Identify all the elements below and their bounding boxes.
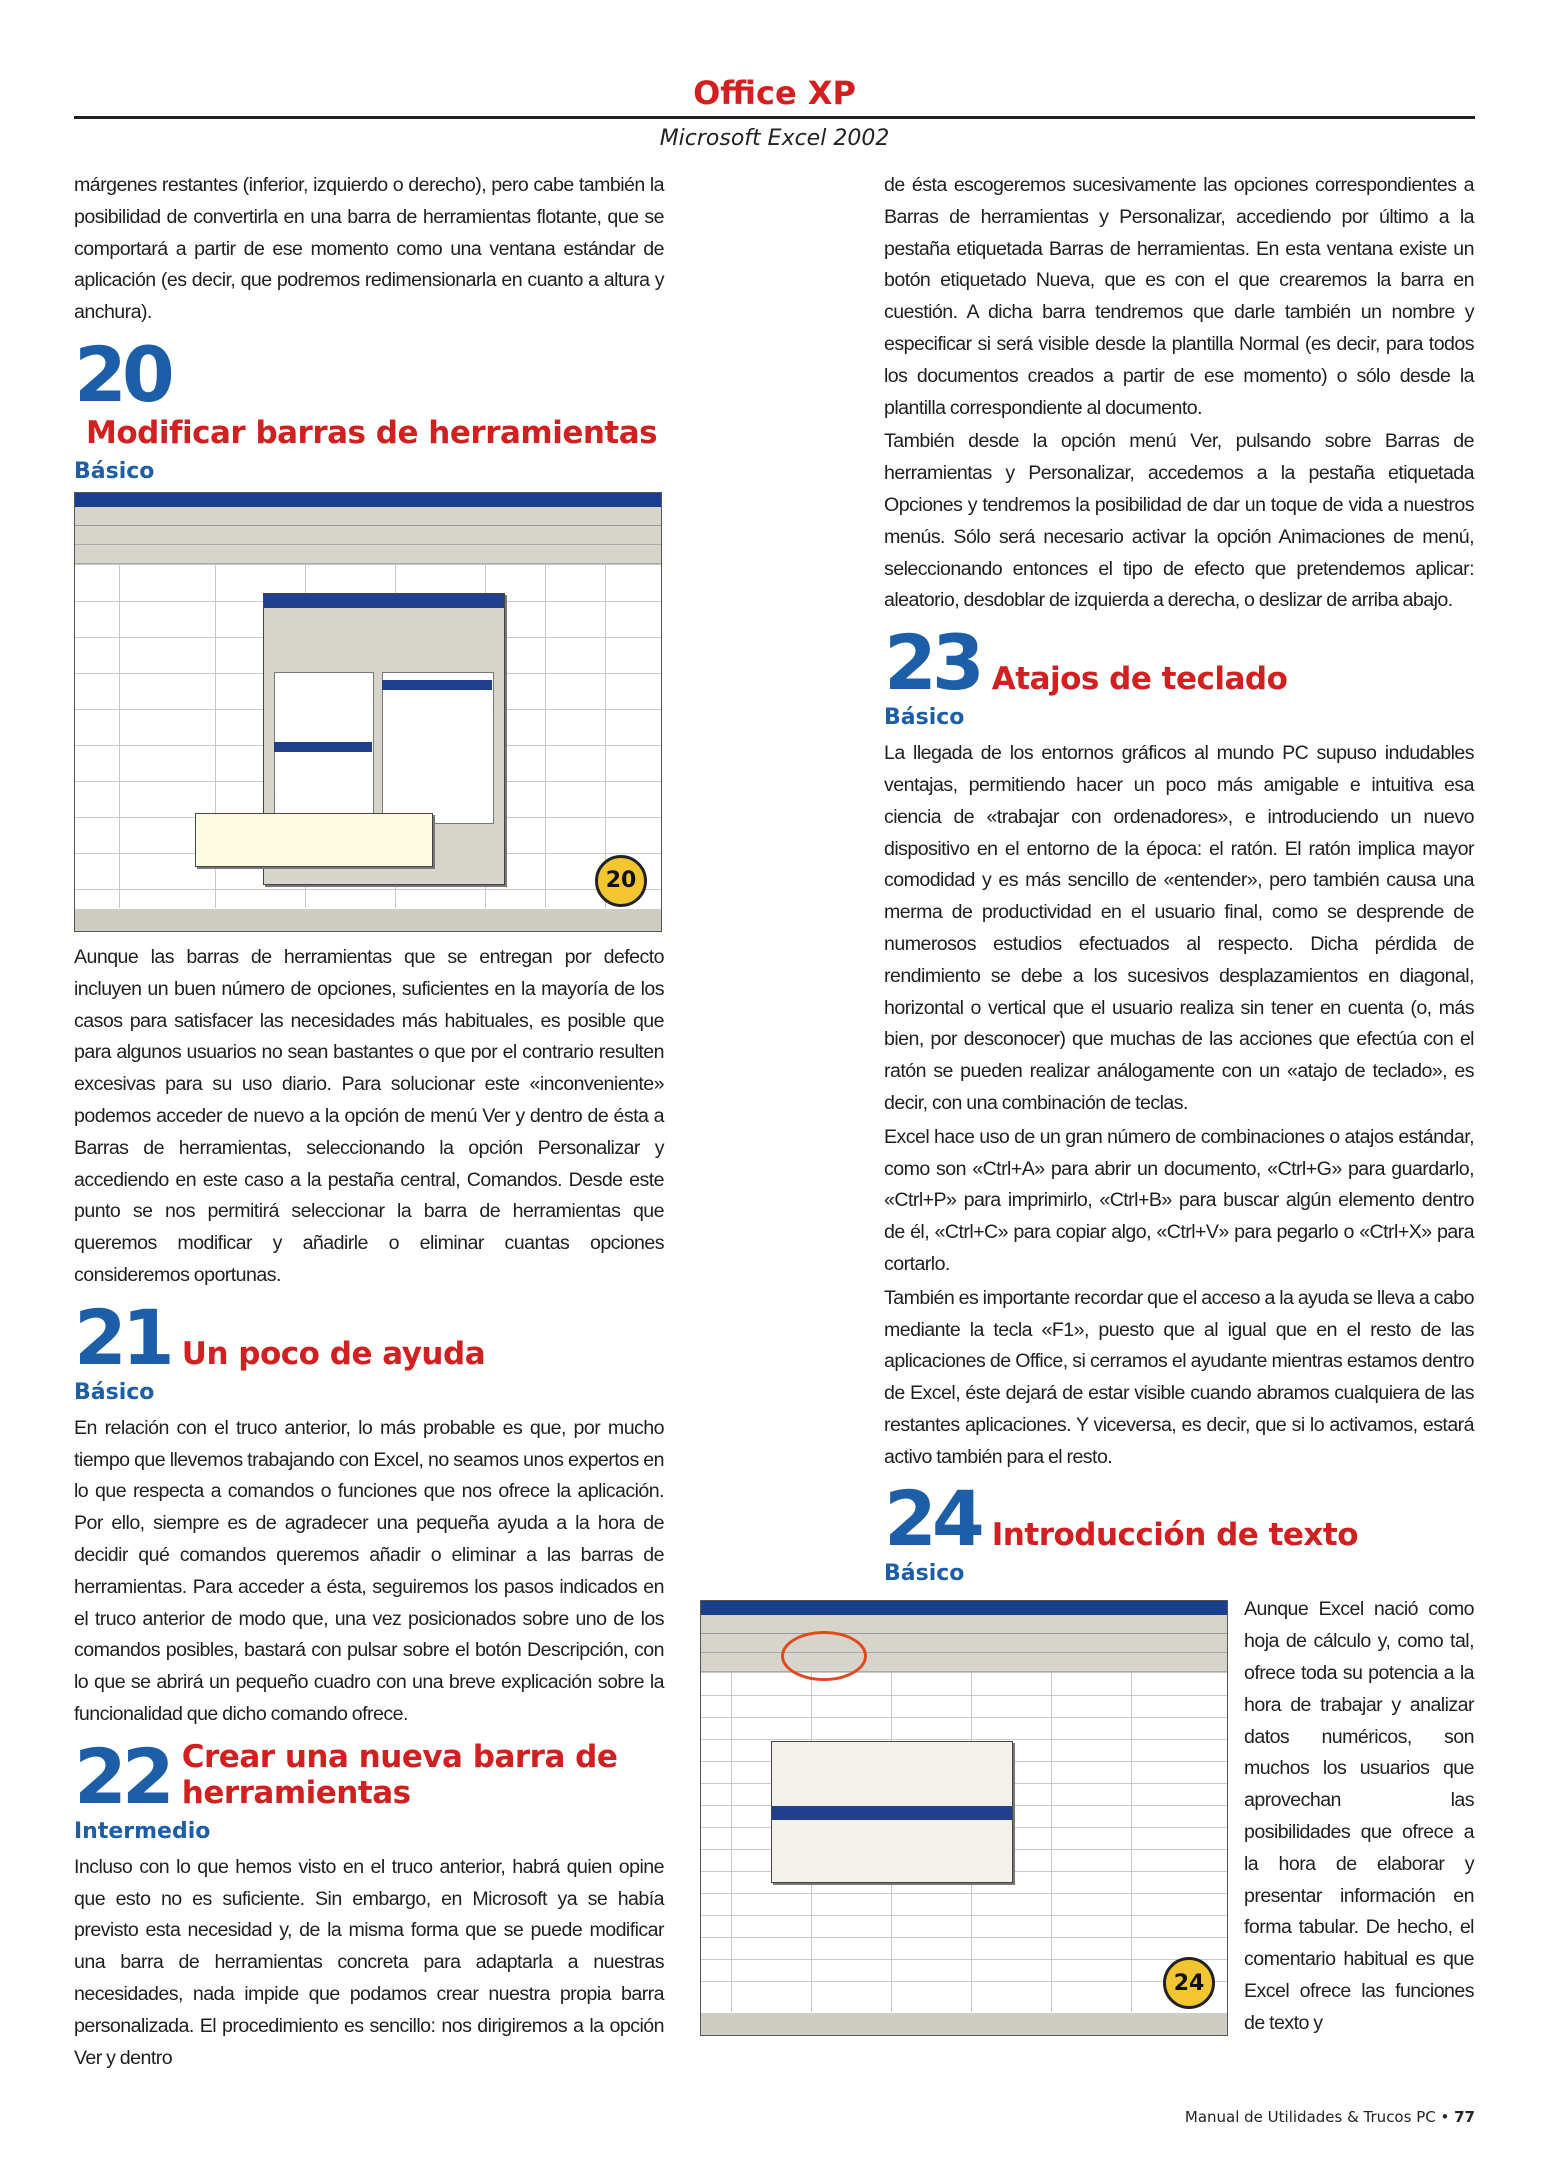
right-continuation-paragraph: de ésta escogeremos sucesivamente las opciones correspondientes a Barras de herramientas y Personalizar, accediendo por último a la pestaña etiquetada Barras de herramientas. En esta ventana existe un botón etiquetado Nueva, que es con el que crearemos la barra en cuestión. A dicha barra tendremos que darle también un nombre y especificar si será visible desde la plantilla Normal (es decir, para todos los documentos creados a partir de ese momento) o sólo desde la plantilla correspondiente al documento.	[884, 174, 1474, 419]
right-column	[884, 170, 1474, 2042]
section-23-heading	[884, 618, 1474, 708]
section-21-level: Básico	[74, 1379, 155, 1405]
header-subtitle: Microsoft Excel 2002	[659, 126, 890, 151]
section-22-heading	[74, 1731, 664, 1821]
format-toolbar	[701, 1653, 1227, 1672]
section-24-level: Básico	[884, 1561, 965, 1587]
section-20-body: Aunque las barras de herramientas que se entregan por defecto incluyen un buen número de opciones, suficientes en la mayoría de los casos para satisfacer las necesidades más habituales, es posible que para algunos usuarios no sean bastantes o que por el contrario resulten excesivas para su uso diario. Para solucionar este «inconveniente» podemos acceder de nuevo a la opción de menú Ver y dentro de ésta a Barras de herramientas, seleccionando la opción Personalizar y accediendo en este caso a la pestaña central, Comandos. Desde este punto se nos permitirá seleccionar la barra de herramientas que queremos modificar y añadirle o eliminar cuantas opciones consideremos oportunas.	[74, 945, 664, 1286]
header-rule	[74, 116, 1475, 119]
section-20-level: Básico	[74, 458, 155, 484]
section-22-title: Crear una nueva barra de herramientas	[181, 1738, 618, 1811]
footer	[1185, 2108, 1475, 2126]
section-24-title: Introducción de texto	[991, 1517, 1359, 1554]
context-menu	[771, 1741, 1013, 1883]
menu-bar	[75, 507, 661, 526]
section-23-title: Atajos de teclado	[991, 661, 1288, 698]
section-21-title: Un poco de ayuda	[181, 1335, 486, 1372]
section-20-heading	[74, 329, 664, 457]
section-23-number: 23	[884, 618, 980, 708]
figure-24-badge: 24	[1163, 1957, 1215, 2009]
standard-toolbar	[75, 526, 661, 545]
section-21-body: En relación con el truco anterior, lo más probable es que, por mucho tiempo que llevemos trabajando con Excel, no seamos unos expertos en lo que respecta a comandos o funciones que nos ofrece la aplicación. Por ello, siempre es de agradecer una pequeña ayuda a la hora de decidir qué comandos queremos añadir o eliminar a las barras de herramientas. Para acceder a ésta, seguiremos los pasos indicados en el truco anterior de modo que, una vez posicionados sobre uno de los comandos posibles, bastará con pulsar sobre el botón Descripción, con lo que se abrirá un pequeño cuadro con una breve explicación sobre la funcionalidad que dicho comando ofrece.	[74, 1416, 664, 1725]
section-24-body: Aunque Excel nació como hoja de cálculo y, como tal, ofrece toda su potencia a la hora de trabajar y analizar datos numéricos, son muchos los usuarios que aprovechan las posibilidades que ofrece a la hora de elaborar y presentar información en forma tabular. De hecho, el comentario habitual es que Excel ofrece las funciones de texto y	[1244, 1598, 1474, 2034]
section-22-level: Intermedio	[74, 1818, 211, 1844]
standard-toolbar	[701, 1634, 1227, 1653]
section-21-number: 21	[74, 1292, 170, 1382]
section-24-heading	[884, 1474, 1474, 1564]
section-20-title: Modificar barras de herramientas	[86, 414, 658, 451]
figure-20-screenshot	[74, 492, 662, 932]
menu-bar	[701, 1615, 1227, 1634]
left-intro-paragraph: márgenes restantes (inferior, izquierdo o derecho), pero cabe también la posibilidad de convertirla en una barra de herramientas flotante, que se comportará a partir de ese momento como una ventana estándar de aplicación (es decir, que podremos redimensionarla en cuanto a altura y anchura).	[74, 174, 664, 324]
windows-taskbar	[701, 2012, 1227, 2035]
windows-taskbar	[75, 908, 661, 931]
window-titlebar	[701, 1601, 1227, 1615]
section-22-number: 22	[74, 1731, 170, 1821]
section-23-body-1: La llegada de los entornos gráficos al mundo PC supuso indudables ventajas, permitiendo hacer un poco más amigable e intuitiva esa ciencia de «trabajar con ordenadores», e introduciendo un nuevo dispositivo en el entorno de la época: el ratón. El ratón implica mayor comodidad y es más sencillo de «entender», pero también causa una merma de productividad en el usuario final, como se desprende de numerosos estudios efectuados al respecto. Dicha pérdida de rendimiento se debe a los sucesivos desplazamientos en diagonal, horizontal o vertical que el usuario realiza sin tener en cuenta (o, más bien, por desconocer) que muchas de las acciones que efectúa con el ratón se pueden realizar análogamente con un «atajo de teclado», es decir, con una combinación de teclas.	[884, 742, 1474, 1114]
section-23-body-3: También es importante recordar que el acceso a la ayuda se lleva a cabo mediante la tecla «F1», puesto que al igual que en el resto de las aplicaciones de Office, si cerramos el ayudante mientras estamos dentro de Excel, éste dejará de estar visible cuando abramos cualquiera de las restantes aplicaciones. Y viceversa, es decir, que si lo activamos, estará activo también para el resto.	[884, 1286, 1474, 1468]
figure-20-badge: 20	[595, 855, 647, 907]
left-column	[74, 170, 664, 2076]
section-21-heading	[74, 1292, 664, 1382]
format-toolbar	[75, 545, 661, 564]
section-20-number: 20	[74, 329, 170, 419]
window-titlebar	[75, 493, 661, 507]
figure-24-screenshot	[700, 1600, 1228, 2036]
section-23-level: Básico	[884, 705, 965, 731]
section-22-body: Incluso con lo que hemos visto en el truco anterior, habrá quien opine que esto no es suficiente. Sin embargo, en Microsoft ya se había previsto esta necesidad y, de la misma forma que se puede modificar una barra de herramientas concreta para adaptarla a nuestras necesidades, nada impide que podamos crear nuestra propia barra personalizada. El procedimiento es sencillo: nos dirigiremos a la opción Ver y dentro	[74, 1855, 664, 2069]
header-title: Office XP	[693, 74, 856, 112]
right-continuation-paragraph-2: También desde la opción menú Ver, pulsando sobre Barras de herramientas y Personalizar, accedemos a la pestaña etiquetada Opciones y tendremos la posibilidad de dar un toque de vida a nuestros menús. Sólo será necesario activar la opción Animaciones de menú, seleccionando entonces el tipo de efecto que pretendemos aplicar: aleatorio, desdoblar de izquierda a derecha, o deslizar de arriba abajo.	[884, 430, 1474, 612]
footer-text: Manual de Utilidades & Trucos PC •	[1184, 2108, 1450, 2126]
page-number: 77	[1454, 2108, 1475, 2126]
description-tooltip	[195, 813, 433, 867]
section-23-body-2: Excel hace uso de un gran número de combinaciones o atajos estándar, como son «Ctrl+A» para abrir un documento, «Ctrl+G» para guardarlo, «Ctrl+P» para imprimirlo, «Ctrl+B» para buscar algún elemento dentro de él, «Ctrl+C» para copiar algo, «Ctrl+V» para pegarlo o «Ctrl+X» para cortarlo.	[884, 1125, 1474, 1275]
section-24-number: 24	[884, 1474, 980, 1564]
section-24-content	[884, 1594, 1474, 2039]
